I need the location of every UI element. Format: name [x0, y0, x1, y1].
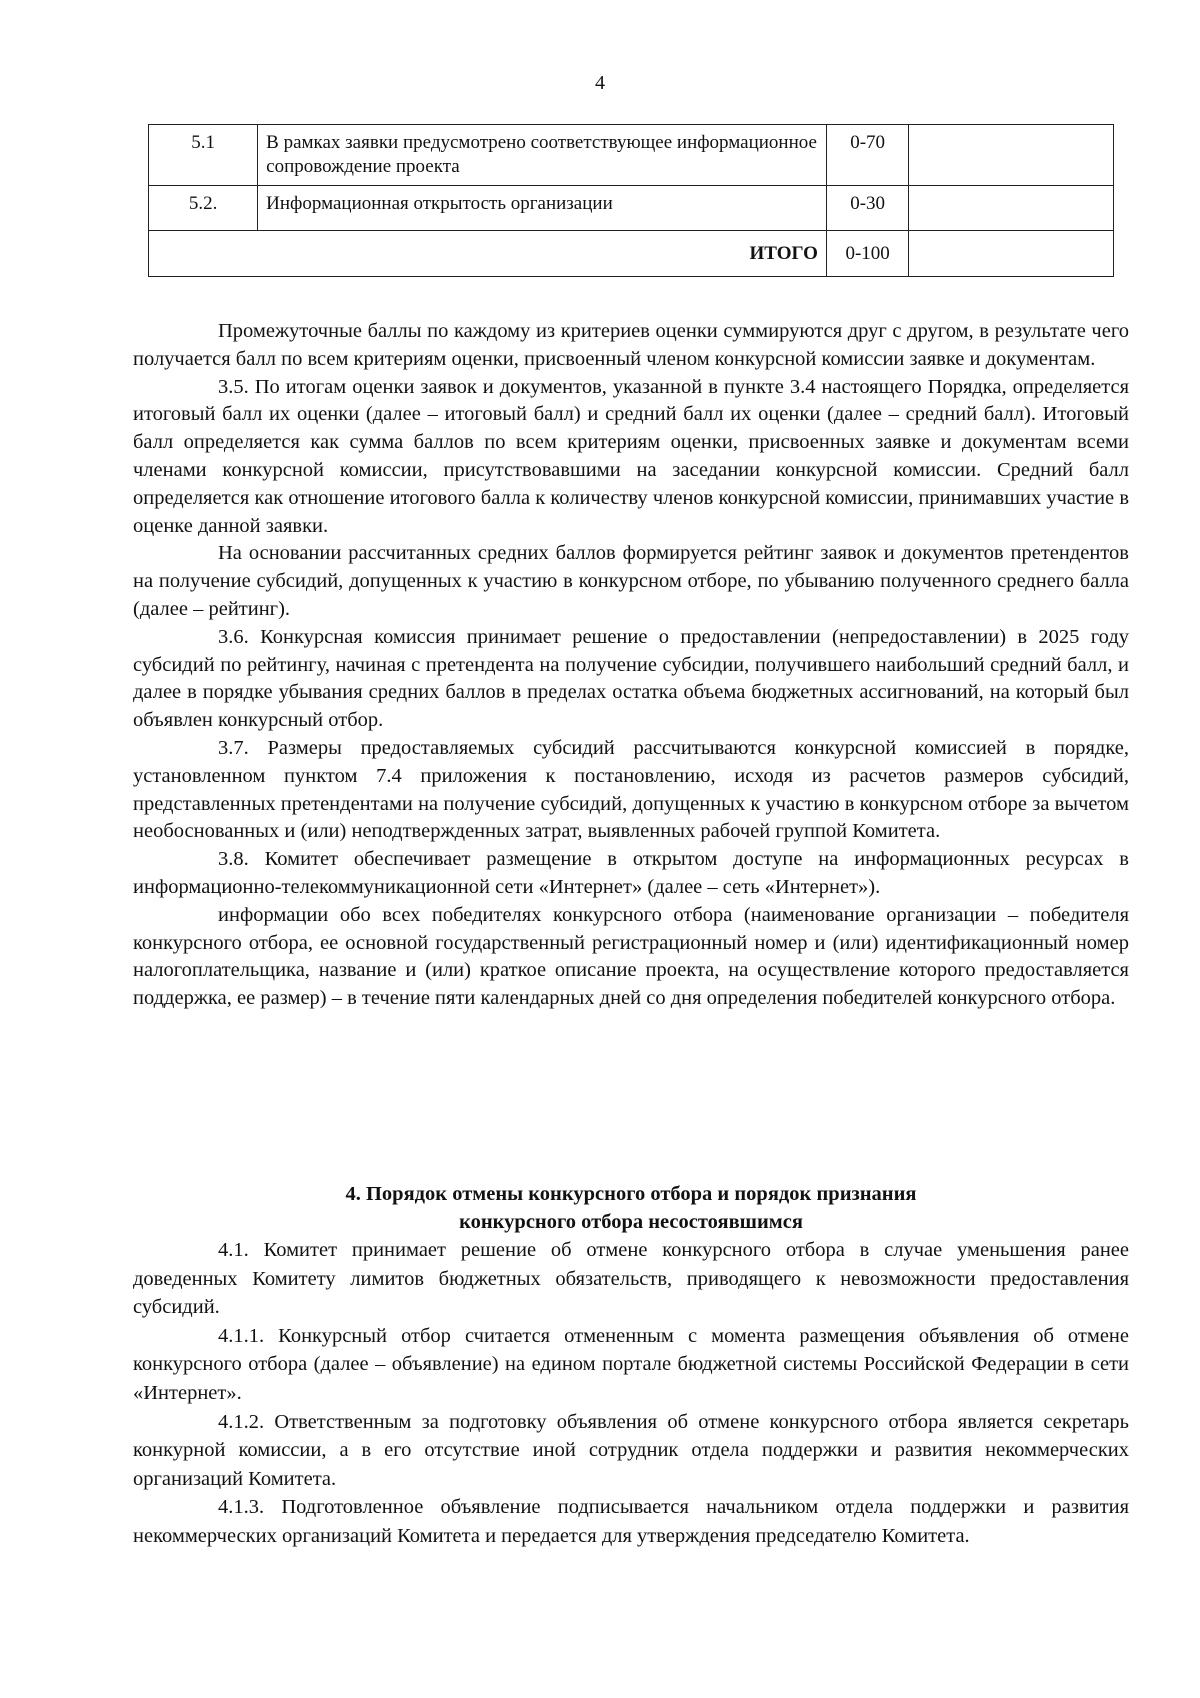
criterion-range: 0-70: [826, 125, 909, 186]
table-row: [149, 125, 1114, 186]
criteria-table: [148, 124, 1114, 277]
section-heading: [133, 1180, 1129, 1236]
paragraph: 3.6. Конкурсная комиссия принимает решение о предоставлении (непредоставлении) в 2025 году субсидий по рейтингу, начиная с претендента на получение субсидии, получившего наибольший средний балл, и далее в порядке убывания средних баллов в пределах остатка объема бюджетных ассигнований, на который был объявлен конкурсный отбор.: [133, 625, 1129, 732]
paragraph: 3.7. Размеры предоставляемых субсидий рассчитываются конкурсной комиссией в порядке, установленном пунктом 7.4 приложения к постановлению, исходя из расчетов размеров субсидий, представленных претендентами на получение субсидий, допущенных к участию в конкурсном отборе за вычетом необоснованных и (или) неподтвержденных затрат, выявленных рабочей группой Комитета.: [133, 736, 1129, 843]
paragraph: 3.8. Комитет обеспечивает размещение в открытом доступе на информационных ресурсах в информационно-телекоммуникационной сети «Интернет» (далее – сеть «Интернет»).: [133, 848, 1129, 898]
section-text: [133, 1236, 1129, 1551]
criterion-text: Информационная открытость организации: [258, 186, 827, 231]
table-row: [149, 186, 1114, 231]
paragraph: 4.1.2. Ответственным за подготовку объявления об отмене конкурсного отбора является секретарь конкурной комиссии, а в его отсутствие иной сотрудник отдела поддержки и развития некоммерческих организаций Комитета.: [133, 1410, 1129, 1490]
section-heading-line: 4. Порядок отмены конкурсного отбора и порядок признания: [345, 1183, 917, 1205]
criterion-score: [909, 186, 1114, 231]
paragraph: На основании рассчитанных средних баллов формируется рейтинг заявок и документов претендентов на получение субсидий, допущенных к участию в конкурсном отборе, по убыванию полученного среднего балла (далее – рейтинг).: [133, 542, 1129, 620]
paragraph: 4.1. Комитет принимает решение об отмене конкурсного отбора в случае уменьшения ранее доведенных Комитету лимитов бюджетных обязательств, приводящего к невозможности предоставления субсидий.: [133, 1239, 1129, 1319]
paragraph: Промежуточные баллы по каждому из критериев оценки суммируются друг с другом, в результате чего получается балл по всем критериям оценки, присвоенный членом конкурсной комиссии заявке и документам.: [133, 320, 1129, 370]
paragraph: 4.1.1. Конкурсный отбор считается отмененным с момента размещения объявления об отмене конкурсного отбора (далее – объявление) на едином портале бюджетной системы Российской Федерации в сети «Интернет».: [133, 1324, 1129, 1404]
criterion-score: [909, 125, 1114, 186]
criterion-range: 0-30: [826, 186, 909, 231]
body-text: [133, 318, 1129, 1013]
section-heading-line: конкурсного отбора несостоявшимся: [459, 1211, 803, 1233]
total-score: [909, 231, 1114, 277]
paragraph: 4.1.3. Подготовленное объявление подписывается начальником отдела поддержки и развития некоммерческих организаций Комитета и передается для утверждения председателю Комитета.: [133, 1496, 1129, 1547]
paragraph: информации обо всех победителях конкурсного отбора (наименование организации – победителя конкурсного отбора, ее основной государственный регистрационный номер и (или) идентификационный номер налогоплательщика, название и (или) краткое описание проекта, на осуществление которого предоставляется поддержка, ее размер) – в течение пяти календарных дней со дня определения победителей конкурсного отбора.: [133, 903, 1129, 1010]
criterion-number: 5.2.: [149, 186, 258, 231]
total-label: ИТОГО: [149, 231, 827, 277]
criterion-text: В рамках заявки предусмотрено соответствующее информационное сопровождение проекта: [258, 125, 827, 186]
total-range: 0-100: [826, 231, 909, 277]
criterion-number: 5.1: [149, 125, 258, 186]
table-total-row: [149, 231, 1114, 277]
page-number: 4: [595, 72, 605, 94]
paragraph: 3.5. По итогам оценки заявок и документов, указанной в пункте 3.4 настоящего Порядка, определяется итоговый балл их оценки (далее – итоговый балл) и средний балл их оценки (далее – средний балл). Итоговый балл определяется как сумма баллов по всем критериям оценки, присвоенных заявке и документам всеми членами конкурсной комиссии, присутствовавшими на заседании конкурсной комиссии. Средний балл определяется как отношение итогового балла к количеству членов конкурсной комиссии, принимавших участие в оценке данной заявки.: [133, 375, 1129, 537]
